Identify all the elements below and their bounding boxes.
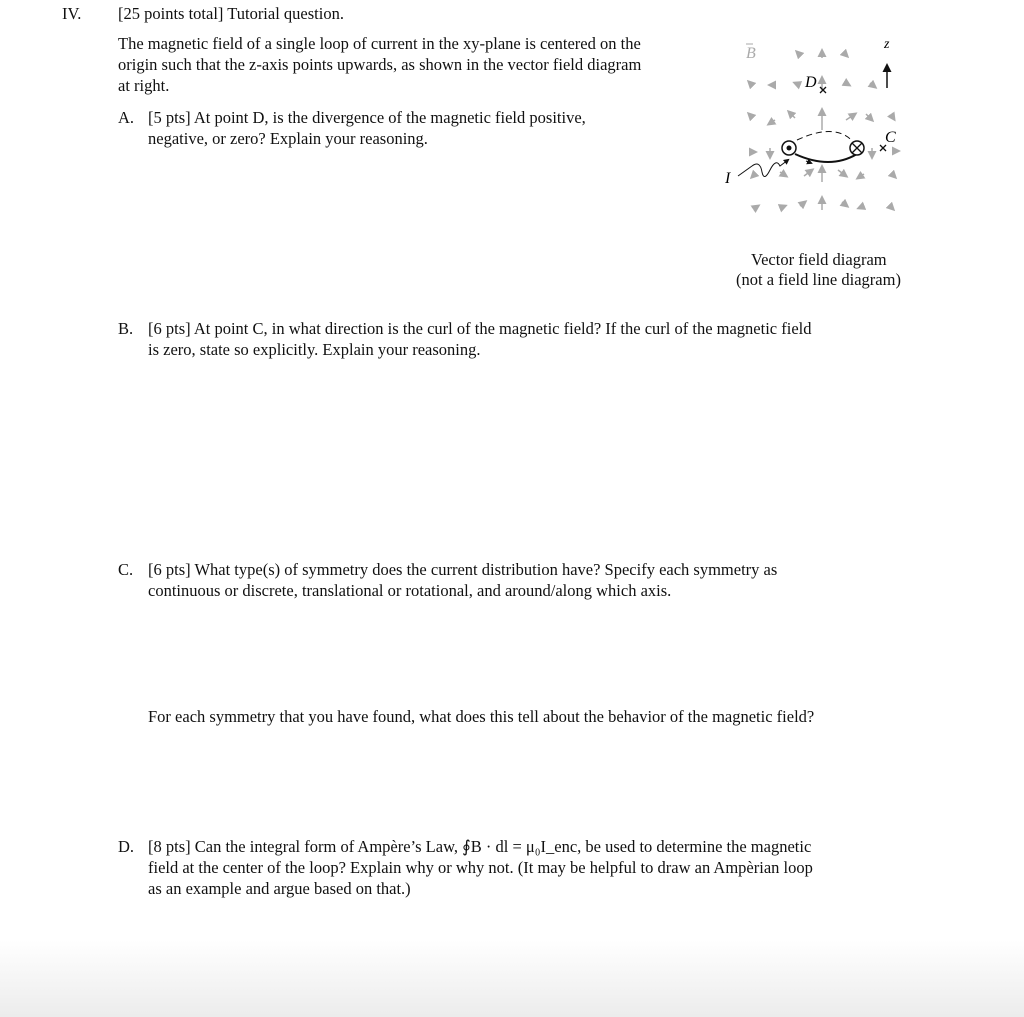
current-label-pointer: [738, 160, 788, 177]
part-b-line: is zero, state so explicitly. Explain your reasoning.: [148, 340, 481, 359]
part-c-line: [6 pts] What type(s) of symmetry does the current distribution have? Specify each symmetry as: [148, 560, 778, 579]
part-d-line: as an example and argue based on that.): [148, 879, 411, 898]
b-label: B: [746, 45, 756, 62]
field-arrows: [749, 51, 898, 210]
part-d-line: [8 pts] Can the integral form of Ampère’s Law, ∮B · dl = μ₀I_enc, be used to determine the magnetic: [148, 837, 812, 856]
question-number: IV.: [62, 4, 82, 23]
part-c-followup: For each symmetry that you have found, what does this tell about the behavior of the magnetic field?: [148, 707, 815, 726]
point-d-marker: [820, 87, 826, 93]
diagram-caption: (not a field line diagram): [736, 270, 901, 289]
page-bottom-fade: [0, 940, 1024, 1017]
i-label: I: [725, 170, 731, 187]
part-b-label: B.: [118, 319, 134, 338]
current-loop: [795, 154, 857, 162]
part-a-line: negative, or zero? Explain your reasoning.: [148, 129, 428, 148]
part-c-label: C.: [118, 560, 134, 579]
question-title: [25 points total] Tutorial question.: [118, 4, 344, 23]
current-arrow-icon: [806, 161, 811, 163]
vector-field-diagram: [720, 30, 920, 220]
c-label: C: [885, 129, 896, 146]
part-a-label: A.: [118, 108, 135, 127]
part-d-line: field at the center of the loop? Explain why or why not. (It may be helpful to draw an Ampèrian loop: [148, 858, 813, 877]
d-label: D: [805, 74, 817, 91]
intro-line: at right.: [118, 76, 170, 95]
intro-line: The magnetic field of a single loop of current in the xy-plane is centered on the: [118, 34, 641, 53]
diagram-caption: Vector field diagram: [751, 250, 887, 269]
part-a-line: [5 pts] At point D, is the divergence of the magnetic field positive,: [148, 108, 586, 127]
part-c-line: continuous or discrete, translational or rotational, and around/along which axis.: [148, 581, 672, 600]
intro-line: origin such that the z-axis points upwards, as shown in the vector field diagram: [118, 55, 642, 74]
loop-back-dashed: [797, 131, 857, 147]
z-label: z: [884, 37, 890, 52]
part-b-line: [6 pts] At point C, in what direction is the curl of the magnetic field? If the curl of the magnetic field: [148, 319, 812, 338]
part-d-label: D.: [118, 837, 135, 856]
